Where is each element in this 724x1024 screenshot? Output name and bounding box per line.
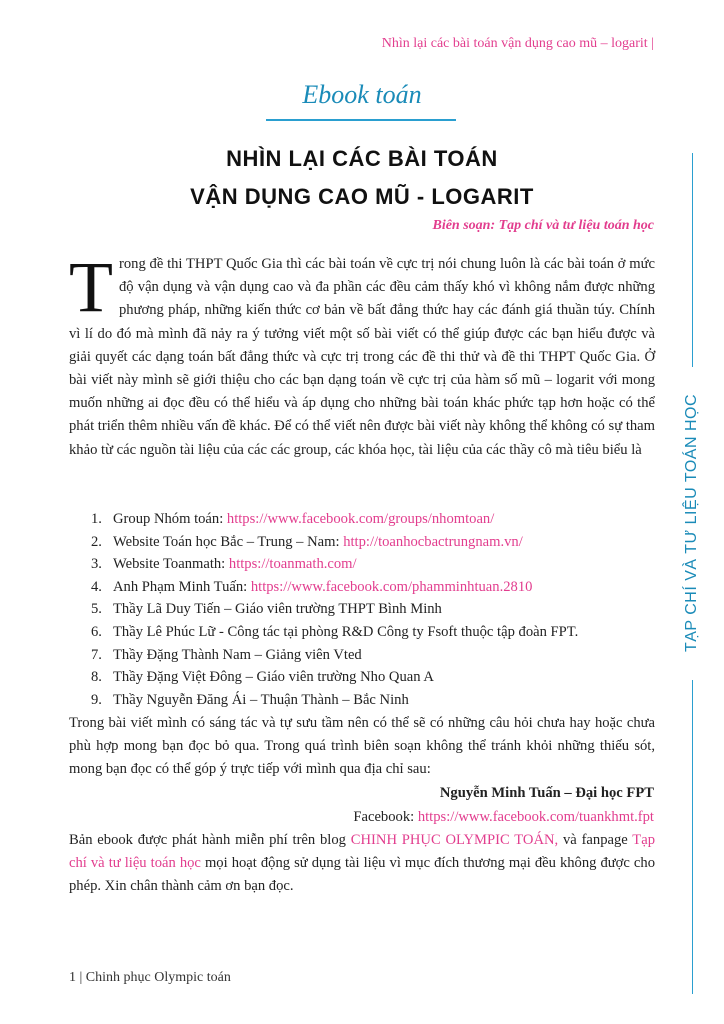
title-line-1: NHÌN LẠI CÁC BÀI TOÁN <box>226 146 498 171</box>
source-link[interactable]: https://www.facebook.com/groups/nhomtoan/ <box>226 511 495 527</box>
list-item <box>91 689 671 712</box>
facebook-link[interactable]: https://www.facebook.com/tuankhmt.fpt <box>417 809 654 825</box>
list-text: Website Toán học Bắc – Trung – Nam: <box>113 533 344 550</box>
feedback-paragraph: Trong bài viết mình có sáng tác và tự sưu tầm nên có thể sẽ có những câu hỏi chưa hay hoặc chưa phù hợp mong bạn đọc bỏ qua. Trong quá trình biên soạn không thể tránh khỏi những thiếu sót, mong bạn đọc có thể góp ý trực tiếp với mình qua địa chỉ sau: <box>69 715 655 778</box>
intro-text: rong đề thi THPT Quốc Gia thì các bài toán về cực trị nói chung luôn là các bài toán ở mức độ vận dụng và vận dụng cao và đa phần các đều cảm thấy khó vì không nắm được những phương pháp, những kiến thức cơ bản về bất đẳng thức hay các đánh giá thuần túy. Chính vì lí do đó mà mình đã nảy ra ý tưởng viết một số bài viết có thể giúp được các bạn hiểu được và giải quyết các dạng toán bất đẳng thức và cực trị trong các đề thi thử và đề thi THPT Quốc Gia. Ở bài viết này mình sẽ giới thiệu cho các bạn dạng toán về cực trị của hàm số mũ – logarit với mong muốn những ai đọc đều có thể hiểu và áp dụng cho những bài toán khác phức tạp hơn hoặc có thể phát triển thêm nhiều vấn đề khác. Để có thể viết nên được bài viết này không thể không có sự tham khảo từ các nguồn tài liệu của các các group, các khóa học, tài liệu của các thầy cô mà tiêu biểu là <box>69 256 655 458</box>
ebook-label: Ebook toán <box>302 80 422 109</box>
list-number: 8. <box>91 669 102 686</box>
list-number: 7. <box>91 646 102 663</box>
list-item <box>91 531 671 554</box>
list-text: Thầy Nguyễn Đăng Ái – Thuận Thành – Bắc Ninh <box>113 691 409 708</box>
license-text-c: mọi hoạt động sử dụng tài liệu vì mục đích thương mại đều không được cho phép. Xin chân thành cảm ơn bạn đọc. <box>69 855 655 895</box>
license-text-b: và fanpage <box>558 832 633 848</box>
running-header: Nhìn lại các bài toán vận dụng cao mũ – logarit | <box>381 36 654 51</box>
list-text: Thầy Đặng Thành Nam – Giảng viên Vted <box>113 646 362 663</box>
title-line-2: VẬN DỤNG CAO MŨ - LOGARIT <box>190 184 534 209</box>
author-signature: Nguyễn Minh Tuấn – Đại học FPT <box>439 785 654 801</box>
list-text: Thầy Lã Duy Tiến – Giáo viên trường THPT Bình Minh <box>113 601 442 618</box>
facebook-label: Facebook: <box>353 809 418 825</box>
fanpage-link[interactable]: Tạp chí và tư liệu toán học <box>69 832 655 872</box>
list-item <box>91 553 671 576</box>
sidebar-rule-bottom <box>692 680 693 994</box>
page-footer: 1 | Chinh phục Olympic toán <box>69 970 231 985</box>
author-line: Biên soạn: Tạp chí và tư liệu toán học <box>432 218 654 233</box>
list-number: 1. <box>91 511 102 527</box>
list-number: 5. <box>91 601 102 618</box>
source-list <box>91 508 671 711</box>
list-text: Website Toanmath: <box>113 556 229 573</box>
list-number: 2. <box>91 533 102 550</box>
sidebar-vertical-title: TẠP CHÍ VÀ TƯ LIỆU TOÁN HỌC <box>683 393 700 653</box>
list-item <box>91 644 671 667</box>
ebook-underline <box>266 119 456 121</box>
sidebar-rule-top <box>692 153 693 367</box>
list-item <box>91 598 671 621</box>
list-number: 3. <box>91 556 102 573</box>
list-number: 6. <box>91 623 102 640</box>
drop-cap: T <box>69 247 113 327</box>
list-text: Thầy Lê Phúc Lữ - Công tác tại phòng R&D Công ty Fsoft thuộc tập đoàn FPT. <box>113 623 579 640</box>
list-text: Anh Phạm Minh Tuấn: <box>113 578 251 595</box>
source-link[interactable]: https://toanmath.com/ <box>228 556 357 573</box>
list-number: 9. <box>91 691 102 708</box>
blog-link[interactable]: CHINH PHỤC OLYMPIC TOÁN, <box>350 832 559 848</box>
source-link[interactable]: https://www.facebook.com/phamminhtuan.2810 <box>250 578 533 595</box>
source-link[interactable]: http://toanhocbactrungnam.vn/ <box>343 533 523 550</box>
facebook-line <box>353 806 654 829</box>
list-item <box>91 666 671 689</box>
list-text: Group Nhóm toán: <box>113 511 227 527</box>
list-item <box>91 508 671 531</box>
license-text-a: Bản ebook được phát hành miễn phí trên blog <box>69 832 351 848</box>
license-paragraph <box>69 829 655 899</box>
intro-paragraph <box>69 247 655 462</box>
list-text: Thầy Đặng Việt Đông – Giáo viên trường Nho Quan A <box>113 669 434 686</box>
list-item <box>91 621 671 644</box>
list-number: 4. <box>91 578 102 595</box>
list-item <box>91 576 671 599</box>
